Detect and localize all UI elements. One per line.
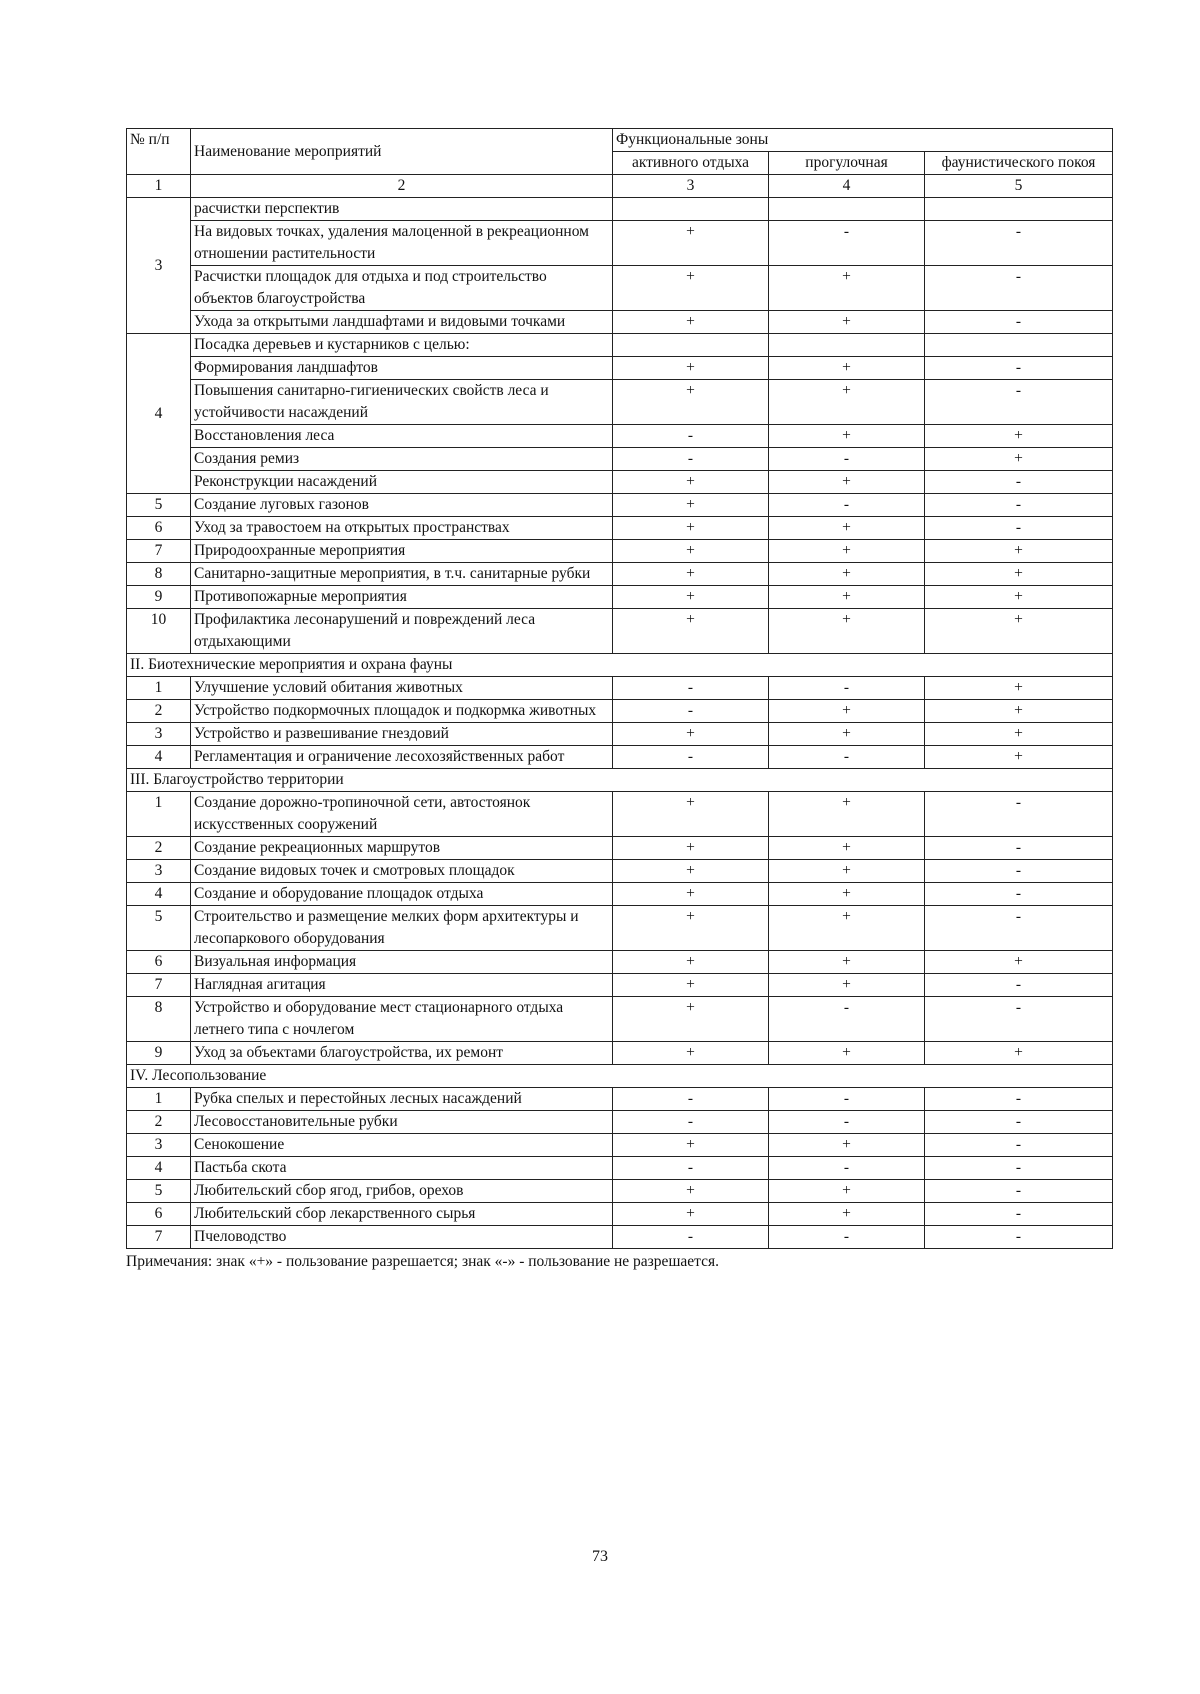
zone-mark: + xyxy=(613,311,769,334)
zone-mark: + xyxy=(769,380,925,425)
zone-mark: + xyxy=(769,906,925,951)
col-number: 3 xyxy=(613,175,769,198)
zone-mark: - xyxy=(613,448,769,471)
zone-mark: - xyxy=(925,380,1113,425)
zone-mark: + xyxy=(769,266,925,311)
zone-mark: + xyxy=(769,974,925,997)
row-name: Пастьба скота xyxy=(191,1157,613,1180)
zone-mark: - xyxy=(769,746,925,769)
row-name: Реконструкции насаждений xyxy=(191,471,613,494)
zone-mark: + xyxy=(925,746,1113,769)
table-body xyxy=(127,198,1113,1249)
section-title: IV. Лесопользование xyxy=(127,1065,1113,1088)
row-name: Создание луговых газонов xyxy=(191,494,613,517)
zone-mark: - xyxy=(925,974,1113,997)
zone-mark: - xyxy=(925,357,1113,380)
zone-mark: + xyxy=(925,425,1113,448)
table-row xyxy=(127,311,1113,334)
zone-mark: - xyxy=(925,1226,1113,1249)
zone-mark: + xyxy=(769,563,925,586)
table-row xyxy=(127,723,1113,746)
zone-mark: - xyxy=(613,746,769,769)
row-number: 5 xyxy=(127,1180,191,1203)
table-row xyxy=(127,448,1113,471)
row-name: Рубка спелых и перестойных лесных насаждений xyxy=(191,1088,613,1111)
zone-mark: - xyxy=(925,906,1113,951)
table-row xyxy=(127,1180,1113,1203)
zone-mark: + xyxy=(769,586,925,609)
zone-mark: - xyxy=(769,494,925,517)
zone-mark: - xyxy=(925,860,1113,883)
zone-mark: + xyxy=(613,883,769,906)
zone-mark xyxy=(769,198,925,221)
zone-mark: + xyxy=(613,266,769,311)
table-header xyxy=(127,129,1113,198)
header-zones: Функциональные зоны xyxy=(613,129,1113,152)
table-row xyxy=(127,1088,1113,1111)
row-name: Наглядная агитация xyxy=(191,974,613,997)
zone-mark: - xyxy=(925,311,1113,334)
zone-mark: + xyxy=(769,311,925,334)
col-number: 5 xyxy=(925,175,1113,198)
table-row xyxy=(127,357,1113,380)
table-row xyxy=(127,198,1113,221)
zone-mark xyxy=(613,198,769,221)
row-number: 3 xyxy=(127,860,191,883)
zone-mark: + xyxy=(925,951,1113,974)
row-number: 1 xyxy=(127,677,191,700)
zone-mark: + xyxy=(613,1180,769,1203)
zone-mark: - xyxy=(925,792,1113,837)
row-name: Лесовосстановительные рубки xyxy=(191,1111,613,1134)
row-number: 6 xyxy=(127,1203,191,1226)
row-number: 3 xyxy=(127,1134,191,1157)
zone-mark: + xyxy=(613,1203,769,1226)
zone-mark: - xyxy=(925,997,1113,1042)
col-number: 1 xyxy=(127,175,191,198)
zone-mark: + xyxy=(613,471,769,494)
row-name: Визуальная информация xyxy=(191,951,613,974)
row-name: Регламентация и ограничение лесохозяйственных работ xyxy=(191,746,613,769)
table-row xyxy=(127,471,1113,494)
zone-mark: - xyxy=(769,221,925,266)
header-column-numbers xyxy=(127,175,1113,198)
table-row xyxy=(127,1042,1113,1065)
section-row xyxy=(127,654,1113,677)
table-row xyxy=(127,837,1113,860)
zone-mark: + xyxy=(925,700,1113,723)
row-name: Строительство и размещение мелких форм архитектуры и лесопаркового оборудования xyxy=(191,906,613,951)
zone-mark: + xyxy=(925,1042,1113,1065)
row-number: 2 xyxy=(127,700,191,723)
zone-mark: + xyxy=(613,974,769,997)
row-number: 9 xyxy=(127,1042,191,1065)
zone-mark: + xyxy=(925,723,1113,746)
row-name: Пчеловодство xyxy=(191,1226,613,1249)
col-number: 2 xyxy=(191,175,613,198)
row-name: Ухода за открытыми ландшафтами и видовыми точками xyxy=(191,311,613,334)
table-row xyxy=(127,700,1113,723)
row-number: 4 xyxy=(127,1157,191,1180)
row-number: 4 xyxy=(127,746,191,769)
zone-mark xyxy=(769,334,925,357)
row-number: 10 xyxy=(127,609,191,654)
zone-mark: + xyxy=(769,951,925,974)
table-row xyxy=(127,609,1113,654)
row-name: Устройство подкормочных площадок и подкормка животных xyxy=(191,700,613,723)
row-number: 7 xyxy=(127,540,191,563)
row-number: 1 xyxy=(127,1088,191,1111)
zone-mark: + xyxy=(769,1180,925,1203)
table-note: Примечания: знак «+» - пользование разрешается; знак «-» - пользование не разрешается. xyxy=(126,1253,719,1270)
zone-mark: - xyxy=(925,494,1113,517)
zone-mark: + xyxy=(613,906,769,951)
row-name: Повышения санитарно-гигиенических свойств леса и устойчивости насаждений xyxy=(191,380,613,425)
zone-mark: - xyxy=(769,677,925,700)
row-name: Любительский сбор лекарственного сырья xyxy=(191,1203,613,1226)
activities-table xyxy=(126,128,1113,1249)
table-row xyxy=(127,1134,1113,1157)
header-name: Наименование мероприятий xyxy=(191,129,613,175)
table-row xyxy=(127,746,1113,769)
zone-mark: - xyxy=(613,1226,769,1249)
header-num: № п/п xyxy=(127,129,191,175)
table-row xyxy=(127,1203,1113,1226)
row-name: Сенокошение xyxy=(191,1134,613,1157)
table-row xyxy=(127,540,1113,563)
zone-mark: - xyxy=(925,1203,1113,1226)
table-row xyxy=(127,380,1113,425)
zone-mark: + xyxy=(613,1042,769,1065)
zone-mark: + xyxy=(769,609,925,654)
row-name: Уход за травостоем на открытых пространствах xyxy=(191,517,613,540)
row-name: Природоохранные мероприятия xyxy=(191,540,613,563)
zone-mark: + xyxy=(613,997,769,1042)
row-number: 2 xyxy=(127,837,191,860)
table-row xyxy=(127,677,1113,700)
table-row xyxy=(127,906,1113,951)
zone-mark: + xyxy=(769,700,925,723)
table-row xyxy=(127,221,1113,266)
row-number: 3 xyxy=(127,723,191,746)
row-number: 4 xyxy=(127,334,191,494)
row-name: Устройство и оборудование мест стационарного отдыха летнего типа с ночлегом xyxy=(191,997,613,1042)
zone-mark: + xyxy=(613,586,769,609)
zone-mark: + xyxy=(769,792,925,837)
zone-mark: + xyxy=(613,494,769,517)
row-number: 4 xyxy=(127,883,191,906)
zone-mark: + xyxy=(613,723,769,746)
row-name: Формирования ландшафтов xyxy=(191,357,613,380)
row-number: 5 xyxy=(127,906,191,951)
zone-mark: - xyxy=(769,1111,925,1134)
zone-mark: + xyxy=(925,448,1113,471)
row-name: Устройство и развешивание гнездовий xyxy=(191,723,613,746)
table-row xyxy=(127,792,1113,837)
zone-mark xyxy=(613,334,769,357)
header-zone-walk: прогулочная xyxy=(769,152,925,175)
col-number: 4 xyxy=(769,175,925,198)
zone-mark: + xyxy=(769,860,925,883)
zone-mark: - xyxy=(769,1088,925,1111)
zone-mark: - xyxy=(925,1111,1113,1134)
zone-mark: + xyxy=(925,540,1113,563)
zone-mark: - xyxy=(769,997,925,1042)
zone-mark: + xyxy=(613,609,769,654)
table-row xyxy=(127,1226,1113,1249)
row-name: Создание и оборудование площадок отдыха xyxy=(191,883,613,906)
zone-mark: + xyxy=(613,563,769,586)
zone-mark: + xyxy=(769,837,925,860)
section-title: II. Биотехнические мероприятия и охрана фауны xyxy=(127,654,1113,677)
zone-mark: + xyxy=(769,540,925,563)
zone-mark: + xyxy=(925,563,1113,586)
table-row xyxy=(127,266,1113,311)
row-number: 3 xyxy=(127,198,191,334)
row-name: Санитарно-защитные мероприятия, в т.ч. санитарные рубки xyxy=(191,563,613,586)
table-row xyxy=(127,974,1113,997)
zone-mark: - xyxy=(925,883,1113,906)
row-number: 5 xyxy=(127,494,191,517)
zone-mark: + xyxy=(769,723,925,746)
document-page xyxy=(126,128,1112,1271)
zone-mark: - xyxy=(925,1134,1113,1157)
row-name: Расчистки площадок для отдыха и под строительство объектов благоустройства xyxy=(191,266,613,311)
row-number: 8 xyxy=(127,563,191,586)
row-number: 9 xyxy=(127,586,191,609)
row-number: 1 xyxy=(127,792,191,837)
row-name: На видовых точках, удаления малоценной в рекреационном отношении растительности xyxy=(191,221,613,266)
table-row xyxy=(127,563,1113,586)
table-row xyxy=(127,1157,1113,1180)
zone-mark: + xyxy=(769,517,925,540)
section-title: III. Благоустройство территории xyxy=(127,769,1113,792)
zone-mark: - xyxy=(613,425,769,448)
row-number: 6 xyxy=(127,951,191,974)
table-row xyxy=(127,517,1113,540)
zone-mark: + xyxy=(769,357,925,380)
zone-mark xyxy=(925,198,1113,221)
row-number: 2 xyxy=(127,1111,191,1134)
zone-mark: + xyxy=(613,951,769,974)
zone-mark: + xyxy=(613,837,769,860)
zone-mark: + xyxy=(769,1042,925,1065)
section-row xyxy=(127,769,1113,792)
row-name: расчистки перспектив xyxy=(191,198,613,221)
zone-mark: - xyxy=(769,1226,925,1249)
page-number: 73 xyxy=(592,1548,608,1565)
row-name: Любительский сбор ягод, грибов, орехов xyxy=(191,1180,613,1203)
table-row xyxy=(127,1111,1113,1134)
table-row xyxy=(127,334,1113,357)
table-row xyxy=(127,494,1113,517)
zone-mark: - xyxy=(769,1157,925,1180)
zone-mark: + xyxy=(613,357,769,380)
zone-mark: + xyxy=(613,860,769,883)
zone-mark: - xyxy=(925,221,1113,266)
zone-mark: + xyxy=(769,1203,925,1226)
zone-mark xyxy=(925,334,1113,357)
table-row xyxy=(127,425,1113,448)
zone-mark: + xyxy=(613,540,769,563)
table-row xyxy=(127,860,1113,883)
table-row xyxy=(127,883,1113,906)
zone-mark: - xyxy=(925,837,1113,860)
zone-mark: + xyxy=(613,792,769,837)
zone-mark: + xyxy=(613,221,769,266)
row-number: 6 xyxy=(127,517,191,540)
row-name: Создание рекреационных маршрутов xyxy=(191,837,613,860)
zone-mark: + xyxy=(613,380,769,425)
zone-mark: - xyxy=(925,1088,1113,1111)
row-name: Создания ремиз xyxy=(191,448,613,471)
row-name: Уход за объектами благоустройства, их ремонт xyxy=(191,1042,613,1065)
zone-mark: + xyxy=(925,586,1113,609)
table-row xyxy=(127,586,1113,609)
row-name: Посадка деревьев и кустарников с целью: xyxy=(191,334,613,357)
header-zone-active: активного отдыха xyxy=(613,152,769,175)
row-name: Создание дорожно-тропиночной сети, автостоянок искусственных сооружений xyxy=(191,792,613,837)
table-row xyxy=(127,997,1113,1042)
row-name: Восстановления леса xyxy=(191,425,613,448)
zone-mark: - xyxy=(613,700,769,723)
table-row xyxy=(127,951,1113,974)
zone-mark: + xyxy=(613,517,769,540)
zone-mark: + xyxy=(769,471,925,494)
zone-mark: + xyxy=(769,425,925,448)
zone-mark: - xyxy=(925,517,1113,540)
zone-mark: - xyxy=(613,1111,769,1134)
zone-mark: - xyxy=(925,1157,1113,1180)
row-name: Противопожарные мероприятия xyxy=(191,586,613,609)
zone-mark: + xyxy=(769,1134,925,1157)
zone-mark: + xyxy=(613,1134,769,1157)
row-number: 7 xyxy=(127,974,191,997)
row-name: Создание видовых точек и смотровых площадок xyxy=(191,860,613,883)
zone-mark: + xyxy=(925,609,1113,654)
zone-mark: - xyxy=(925,471,1113,494)
row-number: 7 xyxy=(127,1226,191,1249)
zone-mark: + xyxy=(925,677,1113,700)
zone-mark: - xyxy=(613,1157,769,1180)
header-zone-fauna: фаунистического покоя xyxy=(925,152,1113,175)
row-name: Улучшение условий обитания животных xyxy=(191,677,613,700)
row-number: 8 xyxy=(127,997,191,1042)
zone-mark: - xyxy=(769,448,925,471)
zone-mark: - xyxy=(925,266,1113,311)
zone-mark: - xyxy=(613,1088,769,1111)
section-row xyxy=(127,1065,1113,1088)
zone-mark: + xyxy=(769,883,925,906)
row-name: Профилактика лесонарушений и повреждений леса отдыхающими xyxy=(191,609,613,654)
zone-mark: - xyxy=(613,677,769,700)
zone-mark: - xyxy=(925,1180,1113,1203)
